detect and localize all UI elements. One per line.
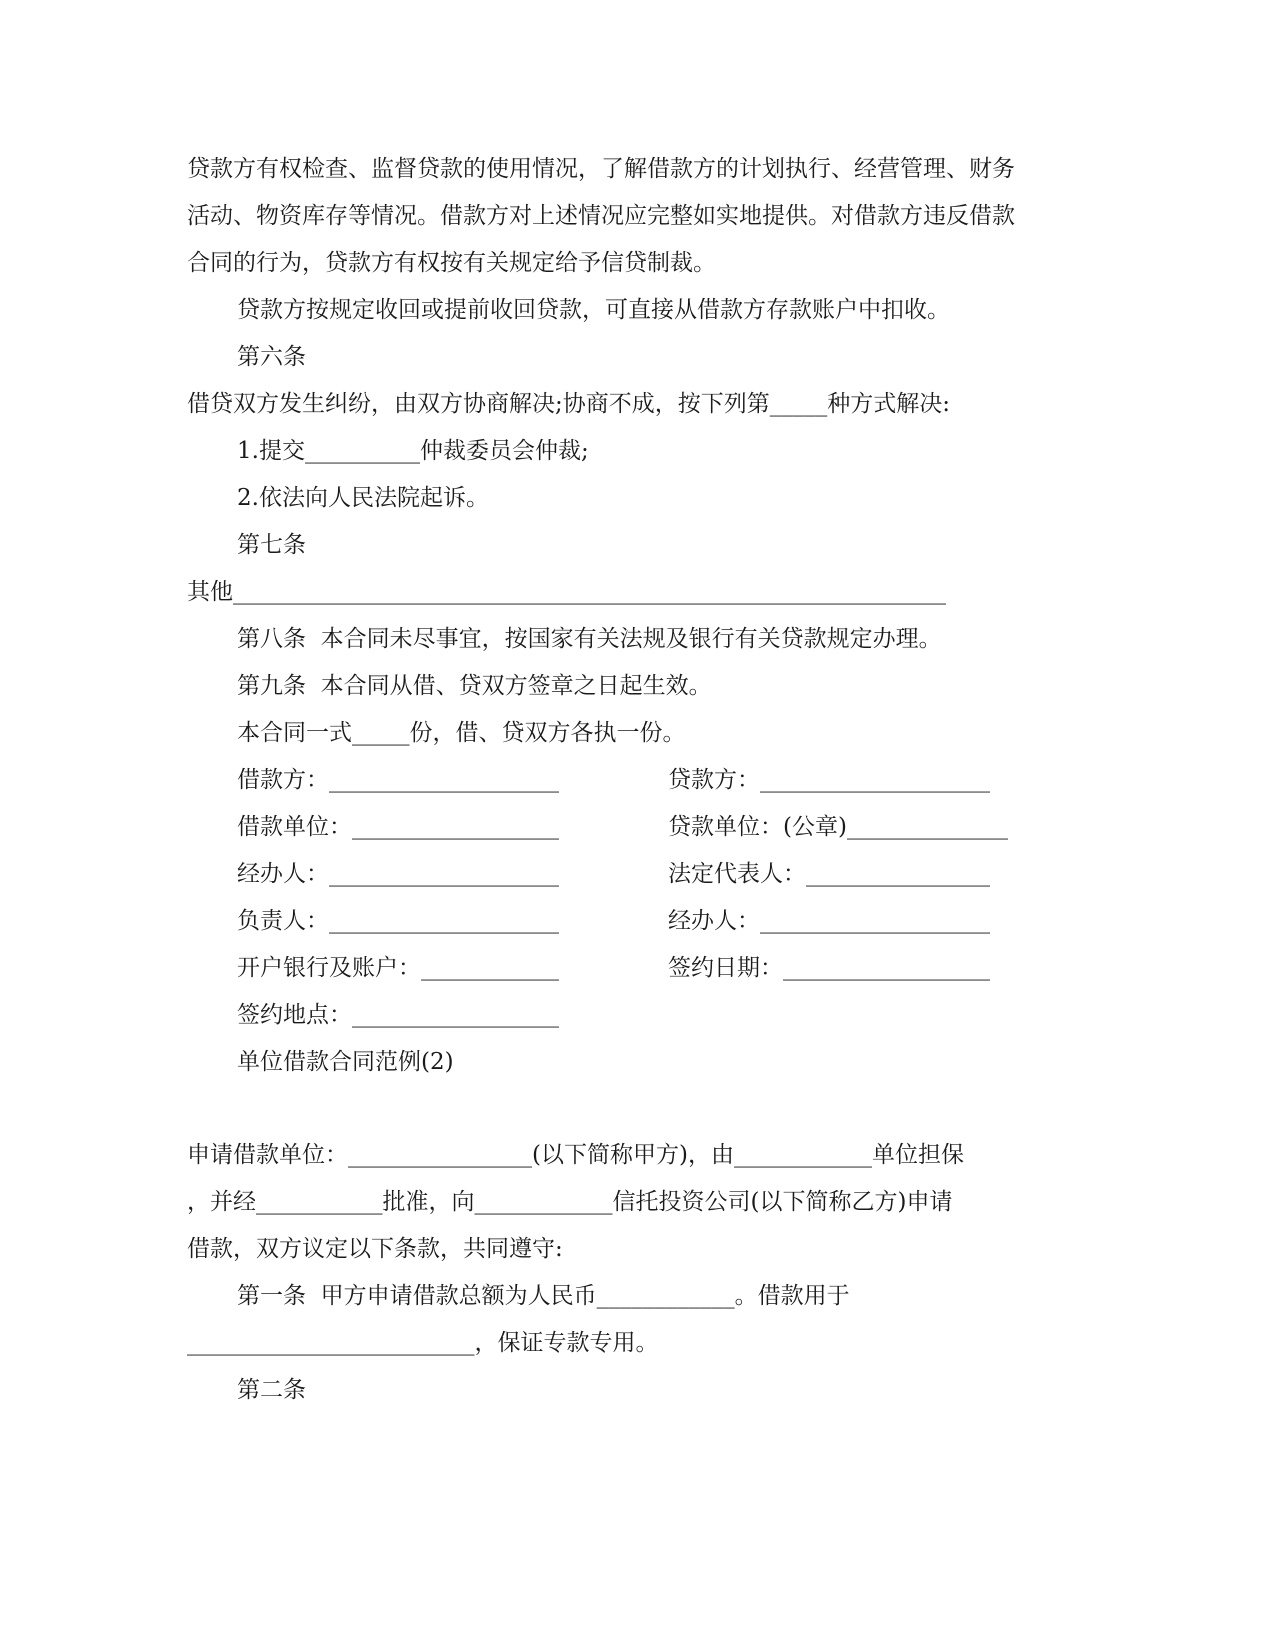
signature-field: 负责人：____________________ <box>237 908 559 934</box>
paragraph-line: ，并经___________批准，向____________信托投资公司(以下简称乙方)申请 <box>187 1189 953 1215</box>
list-item: 2.依法向人民法院起诉。 <box>237 485 489 511</box>
paragraph-line: 活动、物资库存等情况。借款方对上述情况应完整如实地提供。对借款方违反借款 <box>187 203 1015 229</box>
list-item: 1.提交__________仲裁委员会仲裁; <box>237 438 589 464</box>
signature-field: 贷款单位：(公章)______________ <box>668 814 1008 840</box>
signature-field: 法定代表人：________________ <box>668 861 990 887</box>
section-title: 单位借款合同范例(2) <box>237 1049 454 1075</box>
article-body: 其他______________________________________________________________ <box>187 579 946 605</box>
signature-field: 经办人：____________________ <box>237 861 559 887</box>
article-paragraph: 第八条 本合同未尽事宜，按国家有关法规及银行有关贷款规定办理。 <box>237 626 942 652</box>
paragraph-line: 借款，双方议定以下条款，共同遵守: <box>187 1236 563 1262</box>
signature-field: 借款单位：__________________ <box>237 814 559 840</box>
signature-field: 签约地点：__________________ <box>237 1002 559 1028</box>
copies-line: 本合同一式_____份，借、贷双方各执一份。 <box>237 720 686 746</box>
article-heading: 第六条 <box>237 344 306 370</box>
signature-field: 贷款方：____________________ <box>668 767 990 793</box>
article-paragraph: 第一条 甲方申请借款总额为人民币____________。借款用于 <box>237 1283 850 1309</box>
article-heading: 第七条 <box>237 532 306 558</box>
article-paragraph: _________________________，保证专款专用。 <box>187 1330 659 1356</box>
signature-field: 经办人：____________________ <box>668 908 990 934</box>
signature-field: 借款方：____________________ <box>237 767 559 793</box>
paragraph-line: 贷款方按规定收回或提前收回贷款，可直接从借款方存款账户中扣收。 <box>237 297 950 323</box>
article-heading: 第二条 <box>237 1377 306 1403</box>
paragraph-line: 申请借款单位：________________(以下简称甲方)，由____________单位担保 <box>187 1142 964 1168</box>
signature-field: 签约日期：__________________ <box>668 955 990 981</box>
paragraph-line: 合同的行为，贷款方有权按有关规定给予信贷制裁。 <box>187 250 716 276</box>
signature-field: 开户银行及账户：____________ <box>237 955 559 981</box>
article-paragraph: 第九条 本合同从借、贷双方签章之日起生效。 <box>237 673 712 699</box>
paragraph-line: 贷款方有权检查、监督贷款的使用情况，了解借款方的计划执行、经营管理、财务 <box>187 156 1015 182</box>
article-body: 借贷双方发生纠纷，由双方协商解决;协商不成，按下列第_____种方式解决: <box>187 391 950 417</box>
